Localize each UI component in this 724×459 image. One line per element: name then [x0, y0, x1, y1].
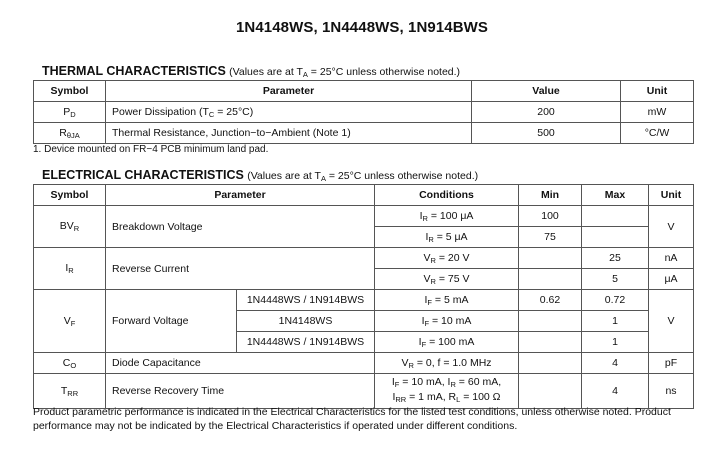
thermal-heading: THERMAL CHARACTERISTICS	[42, 64, 226, 78]
unit-cell: μA	[649, 269, 694, 290]
thermal-heading-row	[42, 64, 460, 79]
table-row	[34, 290, 694, 311]
device-cell: 1N4448WS / 1N914BWS	[237, 332, 375, 353]
max-cell: 1	[582, 332, 649, 353]
th-parameter: Parameter	[106, 185, 375, 206]
min-cell: 100	[519, 206, 582, 227]
th-symbol: Symbol	[34, 185, 106, 206]
th-max: Max	[582, 185, 649, 206]
electrical-heading: ELECTRICAL CHARACTERISTICS	[42, 168, 244, 182]
max-cell: 1	[582, 311, 649, 332]
value-cell: 200	[472, 102, 621, 123]
disclaimer-text	[33, 405, 705, 433]
max-cell: 25	[582, 248, 649, 269]
parameter-cell: Power Dissipation $(T_C = 25^\circ C)$	[106, 102, 472, 123]
thermal-footnote: 1. Device mounted on FR−4 PCB minimum land pad.	[33, 144, 269, 155]
conditions-cell: $V_R = 0$, f = 1.0 MHz	[375, 353, 519, 374]
symbol-cell: $V_F$	[34, 290, 106, 353]
disclaimer-line-1: Product parametric performance is indicated in the Electrical Characteristics for the listed test conditions, unless otherwise noted. Product	[33, 406, 671, 418]
max-cell: 0.72	[582, 290, 649, 311]
max-cell: 5	[582, 269, 649, 290]
symbol-cell: $R_{\theta JA}$	[34, 123, 106, 144]
electrical-note: (Values are at $T_A = 25^\circ C$ unless otherwise noted.)	[247, 170, 479, 183]
thermal-table	[33, 80, 694, 144]
electrical-heading-row	[42, 168, 478, 183]
conditions-cell: $I_F = 100$ mA	[375, 332, 519, 353]
min-cell	[519, 248, 582, 269]
max-cell: 4	[582, 353, 649, 374]
parameter-cell: Diode Capacitance	[106, 353, 375, 374]
th-min: Min	[519, 185, 582, 206]
table-row	[34, 374, 694, 409]
device-cell: 1N4148WS	[237, 311, 375, 332]
symbol-cell: $T_{RR}$	[34, 374, 106, 409]
table-row	[34, 353, 694, 374]
min-cell	[519, 311, 582, 332]
unit-cell: V	[649, 290, 694, 353]
parameter-cell: Reverse Recovery Time	[106, 374, 375, 409]
th-unit: Unit	[649, 185, 694, 206]
electrical-table	[33, 184, 694, 409]
conditions-cell: $I_R = 5$ μA	[375, 227, 519, 248]
parameter-cell: Reverse Current	[106, 248, 375, 290]
unit-cell: °C/W	[621, 123, 694, 144]
unit-cell: nA	[649, 248, 694, 269]
document-title: 1N4148WS, 1N4448WS, 1N914BWS	[235, 19, 489, 36]
conditions-cell: $I_F = 10$ mA, $I_R = 60$ mA, $I_{RR} = 1$ mA, $R_L = 100$ Ω	[375, 374, 519, 409]
thermal-header-row	[34, 81, 694, 102]
max-cell: 4	[582, 374, 649, 409]
conditions-cell: $I_R = 100$ μA	[375, 206, 519, 227]
conditions-cell: $V_R = 75$ V	[375, 269, 519, 290]
table-row	[34, 102, 694, 123]
min-cell	[519, 332, 582, 353]
parameter-cell: Thermal Resistance, Junction−to−Ambient (Note 1)	[106, 123, 472, 144]
unit-cell: V	[649, 206, 694, 248]
table-row	[34, 248, 694, 269]
symbol-cell: $P_D$	[34, 102, 106, 123]
th-unit: Unit	[621, 81, 694, 102]
min-cell	[519, 353, 582, 374]
device-cell: 1N4448WS / 1N914BWS	[237, 290, 375, 311]
conditions-cell: $I_F = 10$ mA	[375, 311, 519, 332]
max-cell	[582, 227, 649, 248]
th-conditions: Conditions	[375, 185, 519, 206]
min-cell	[519, 374, 582, 409]
value-cell: 500	[472, 123, 621, 144]
symbol-cell: $C_O$	[34, 353, 106, 374]
electrical-header-row	[34, 185, 694, 206]
conditions-cell: $I_F = 5$ mA	[375, 290, 519, 311]
th-value: Value	[472, 81, 621, 102]
table-row	[34, 206, 694, 227]
min-cell	[519, 269, 582, 290]
min-cell: 0.62	[519, 290, 582, 311]
unit-cell: mW	[621, 102, 694, 123]
symbol-cell: $BV_R$	[34, 206, 106, 248]
min-cell: 75	[519, 227, 582, 248]
symbol-cell: $I_R$	[34, 248, 106, 290]
conditions-cell: $V_R = 20$ V	[375, 248, 519, 269]
max-cell	[582, 206, 649, 227]
parameter-cell: Forward Voltage	[106, 290, 237, 353]
unit-cell: pF	[649, 353, 694, 374]
th-parameter: Parameter	[106, 81, 472, 102]
th-symbol: Symbol	[34, 81, 106, 102]
parameter-cell: Breakdown Voltage	[106, 206, 375, 248]
unit-cell: ns	[649, 374, 694, 409]
table-row	[34, 123, 694, 144]
disclaimer-line-2: performance may not be indicated by the Electrical Characteristics if operated under different conditions.	[33, 420, 518, 432]
thermal-note: (Values are at $T_A = 25^\circ C$ unless otherwise noted.)	[229, 66, 461, 79]
